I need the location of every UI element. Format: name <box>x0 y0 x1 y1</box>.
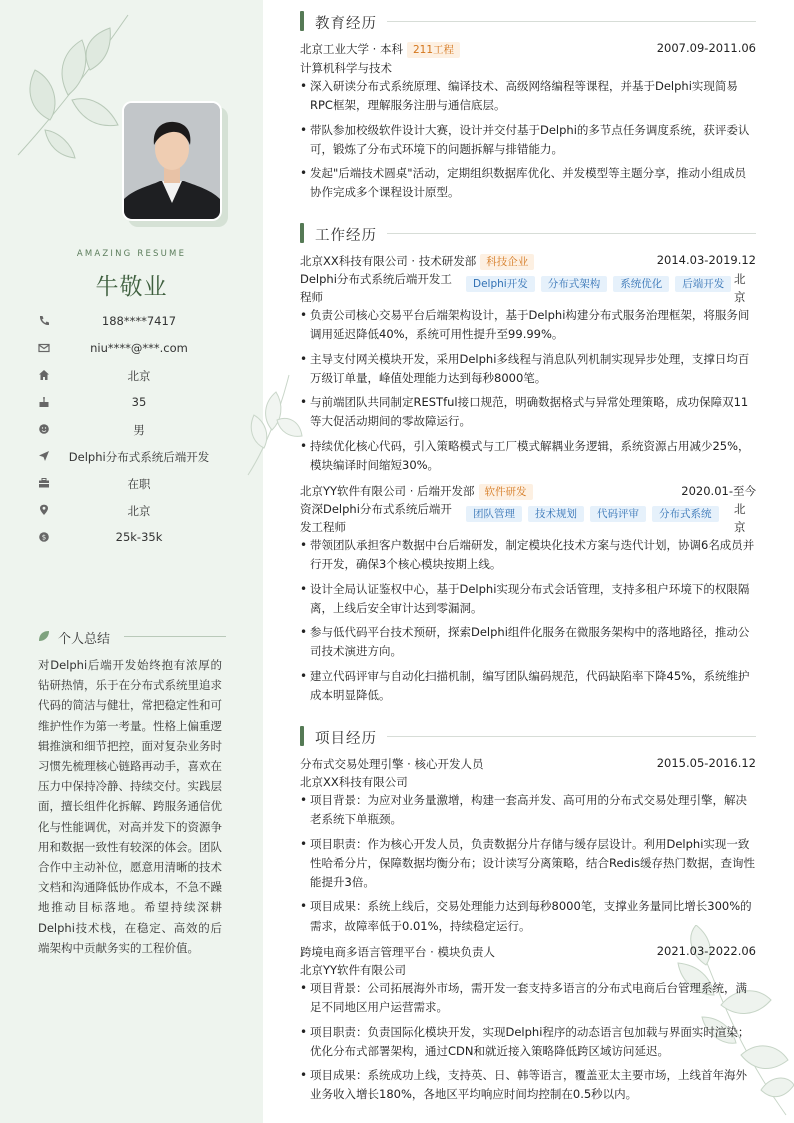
job-skills <box>460 276 731 292</box>
job-2-role-line <box>300 500 756 536</box>
job-role: Delphi分布式系统后端开发工程师 <box>300 272 452 304</box>
list-item: • 带领团队承担客户数据中台后端研发，制定模块化技术方案与迭代计划，协调6名成员并行开发，确保3个核心模块按期上线。 <box>300 536 756 575</box>
project-1-header <box>300 756 756 772</box>
section-marker <box>300 11 304 31</box>
section-divider <box>387 233 756 234</box>
education-title: 教育经历 <box>315 16 377 32</box>
section-marker <box>300 223 304 243</box>
job-role: 资深Delphi分布式系统后端开发工程师 <box>300 502 452 534</box>
skill-tag: 代码评审 <box>590 506 646 522</box>
list-item: • 项目成果：系统成功上线，支持英、日、韩等语言，覆盖亚太主要市场，上线首年海外业务收入增长180%，各地区平均响应时间均控制在0.5秒以内。 <box>300 1066 756 1105</box>
job-company: 北京YY软件有限公司 · 后端开发部 <box>300 484 475 498</box>
list-item: • 项目背景：公司拓展海外市场，需开发一套支持多语言的分布式电商后台管理系统，满足不同地区用户运营需求。 <box>300 979 756 1018</box>
list-item: • 项目职责：负责国际化模块开发，实现Delphi程序的动态语言包加载与界面实时渲染；优化分布式部署架构，通过CDN和就近接入策略降低跨区域访问延迟。 <box>300 1023 756 1062</box>
avatar <box>122 101 222 221</box>
list-item: • 建立代码评审与自动化扫描机制，编写团队编码规范，代码缺陷率下降45%，系统维护成本明显降低。 <box>300 667 756 706</box>
project-1-bullets <box>300 791 756 941</box>
project-period: 2015.05-2016.12 <box>656 756 756 770</box>
leaf-sprig-decoration <box>244 370 304 480</box>
target-value: Delphi分布式系统后端开发 <box>68 450 210 464</box>
skill-tag: 团队管理 <box>466 506 522 522</box>
job-skills <box>460 506 719 522</box>
info-target <box>38 449 226 465</box>
leaf-icon <box>38 630 50 642</box>
info-gender <box>38 422 226 438</box>
projects-heading <box>300 726 756 746</box>
section-divider <box>387 736 756 737</box>
work-title: 工作经历 <box>315 228 377 244</box>
info-salary <box>38 530 226 546</box>
list-item: • 项目成果：系统上线后，交易处理能力达到每秒8000笔，支撑业务量同比增长300%的需求，故障率低于0.01%，持续稳定运行。 <box>300 897 756 936</box>
svg-text:$: $ <box>41 533 47 542</box>
project-org: 北京YY软件有限公司 <box>300 963 407 977</box>
home-value: 北京 <box>127 369 151 383</box>
home-icon <box>38 369 50 381</box>
job-company: 北京XX科技有限公司 · 技术研发部 <box>300 254 477 268</box>
project-2-bullets <box>300 979 756 1110</box>
location-icon <box>38 504 50 516</box>
education-heading <box>300 11 756 31</box>
portrait-image <box>124 103 220 219</box>
location-value: 北京 <box>127 504 151 518</box>
list-item: • 与前端团队共同制定RESTful接口规范，明确数据格式与异常处理策略，成功保障双11等大促活动期间的零故障运行。 <box>300 393 756 432</box>
school-tag: 211工程 <box>407 42 460 58</box>
job-1-bullets <box>300 306 756 480</box>
target-icon <box>38 450 50 462</box>
job-city: 北京 <box>734 502 746 534</box>
info-phone <box>38 314 226 330</box>
email-value: niu****@***.com <box>90 341 188 355</box>
status-value: 在职 <box>127 477 151 491</box>
info-age <box>38 395 226 411</box>
phone-value: 188****7417 <box>101 314 177 328</box>
mail-icon <box>38 342 50 354</box>
resume-tagline: AMAZING RESUME <box>76 249 187 259</box>
section-divider <box>387 21 756 22</box>
job-2-bullets <box>300 536 756 710</box>
candidate-name: 牛敬业 <box>95 274 168 300</box>
list-item: • 项目职责：作为核心开发人员，负责数据分片存储与缓存层设计。利用Delphi实现一致性哈希分片，保障数据均衡分布；设计读写分离策略，结合Redis缓存热门数据，查询性能提升3倍。 <box>300 835 756 893</box>
education-major: 计算机科学与技术 <box>300 61 392 75</box>
age-value: 35 <box>131 395 147 409</box>
skill-tag: Delphi开发 <box>466 276 535 292</box>
leaf-branch-decoration <box>10 10 140 160</box>
project-2-header <box>300 944 756 960</box>
skill-tag: 分布式系统 <box>652 506 719 522</box>
project-period: 2021.03-2022.06 <box>656 944 756 958</box>
job-period: 2020.01-至今 <box>681 484 756 498</box>
job-city: 北京 <box>734 272 746 304</box>
list-item: • 负责公司核心交易平台后端架构设计，基于Delphi构建分布式服务治理框架，将服务间调用延迟降低40%，系统可用性提升至99.99%。 <box>300 306 756 345</box>
job-2-header <box>300 483 756 500</box>
gender-icon <box>38 423 50 435</box>
skill-tag: 技术规划 <box>528 506 584 522</box>
summary-title: 个人总结 <box>58 632 111 647</box>
list-item: • 参与低代码平台技术预研，探索Delphi组件化服务在微服务架构中的落地路径，推动公司技术演进方向。 <box>300 623 756 662</box>
summary-text: 对Delphi后端开发始终抱有浓厚的钻研热情，乐于在分布式系统里追求代码的简洁与健壮，常把稳定性和可维护性作为第一考量。性格上偏重逻辑推演和细节把控，面对复杂业务时习惯先梳理核心链路再动手，喜欢在压力中保持冷静、持续交付。实践层面，擅长组件化拆解、跨服务通信优化与性能调优，对高并发下的资源争用和数据一致性有较深的体会。团队合作中主动补位，愿意用清晰的技术文档和沟通降低协作成本，不急不躁地推动目标落地。希望持续深耕Delphi技术栈，在稳定、高效的后端架构中贡献务实的工程价值。 <box>38 658 222 955</box>
education-school-row <box>300 41 756 58</box>
info-email <box>38 341 226 357</box>
list-item: • 设计全局认证鉴权中心，基于Delphi实现分布式会话管理，支持多租户环境下的权限隔离，上线后安全审计达到零漏洞。 <box>300 580 756 619</box>
list-item: • 项目背景：为应对业务量激增，构建一套高并发、高可用的分布式交易处理引擎，解决老系统下单瓶颈。 <box>300 791 756 830</box>
skill-tag: 分布式架构 <box>541 276 608 292</box>
info-location <box>38 503 226 519</box>
projects-title: 项目经历 <box>315 731 377 747</box>
salary-icon <box>38 531 50 543</box>
phone-icon <box>38 315 50 327</box>
job-tag: 科技企业 <box>480 254 534 270</box>
list-item: • 深入研读分布式系统原理、编译技术、高级网络编程等课程，并基于Delphi实现简易RPC框架，理解服务注册与通信底层。 <box>300 77 756 116</box>
summary-heading <box>38 627 226 645</box>
section-marker <box>300 726 304 746</box>
project-name: 跨境电商多语言管理平台 · 模块负责人 <box>300 945 495 959</box>
summary-divider <box>124 636 226 637</box>
avatar-frame <box>122 101 222 221</box>
age-icon <box>38 396 50 408</box>
list-item: • 持续优化核心代码，引入策略模式与工厂模式解耦业务逻辑，系统资源占用减少25%，模块编译时间缩短30%。 <box>300 437 756 476</box>
job-1-header <box>300 253 756 270</box>
job-1-role-line <box>300 270 756 306</box>
project-name: 分布式交易处理引擎 · 核心开发人员 <box>300 757 484 771</box>
school-name: 北京工业大学 · 本科 <box>300 42 403 56</box>
list-item: • 发起"后端技术圆桌"活动，定期组织数据库优化、并发模型等主题分享，推动小组成员协作完成多个课程设计原型。 <box>300 164 756 203</box>
gender-value: 男 <box>133 423 145 437</box>
salary-value: 25k-35k <box>115 530 163 544</box>
info-home <box>38 368 226 384</box>
project-org: 北京XX科技有限公司 <box>300 775 408 789</box>
info-status <box>38 476 226 492</box>
skill-tag: 系统优化 <box>613 276 669 292</box>
job-period: 2014.03-2019.12 <box>656 253 756 267</box>
status-icon <box>38 477 50 489</box>
work-heading <box>300 223 756 243</box>
education-period: 2007.09-2011.06 <box>656 41 756 55</box>
list-item: • 主导支付网关模块开发，采用Delphi多线程与消息队列机制实现异步处理，支撑日均百万级订单量，峰值处理能力达到每秒8000笔。 <box>300 350 756 389</box>
education-bullets <box>300 77 756 208</box>
job-tag: 软件研发 <box>479 484 533 500</box>
list-item: • 带队参加校级软件设计大赛，设计并交付基于Delphi的多节点任务调度系统，获评委认可，锻炼了分布式环境下的问题拆解与排错能力。 <box>300 121 756 160</box>
skill-tag: 后端开发 <box>675 276 731 292</box>
